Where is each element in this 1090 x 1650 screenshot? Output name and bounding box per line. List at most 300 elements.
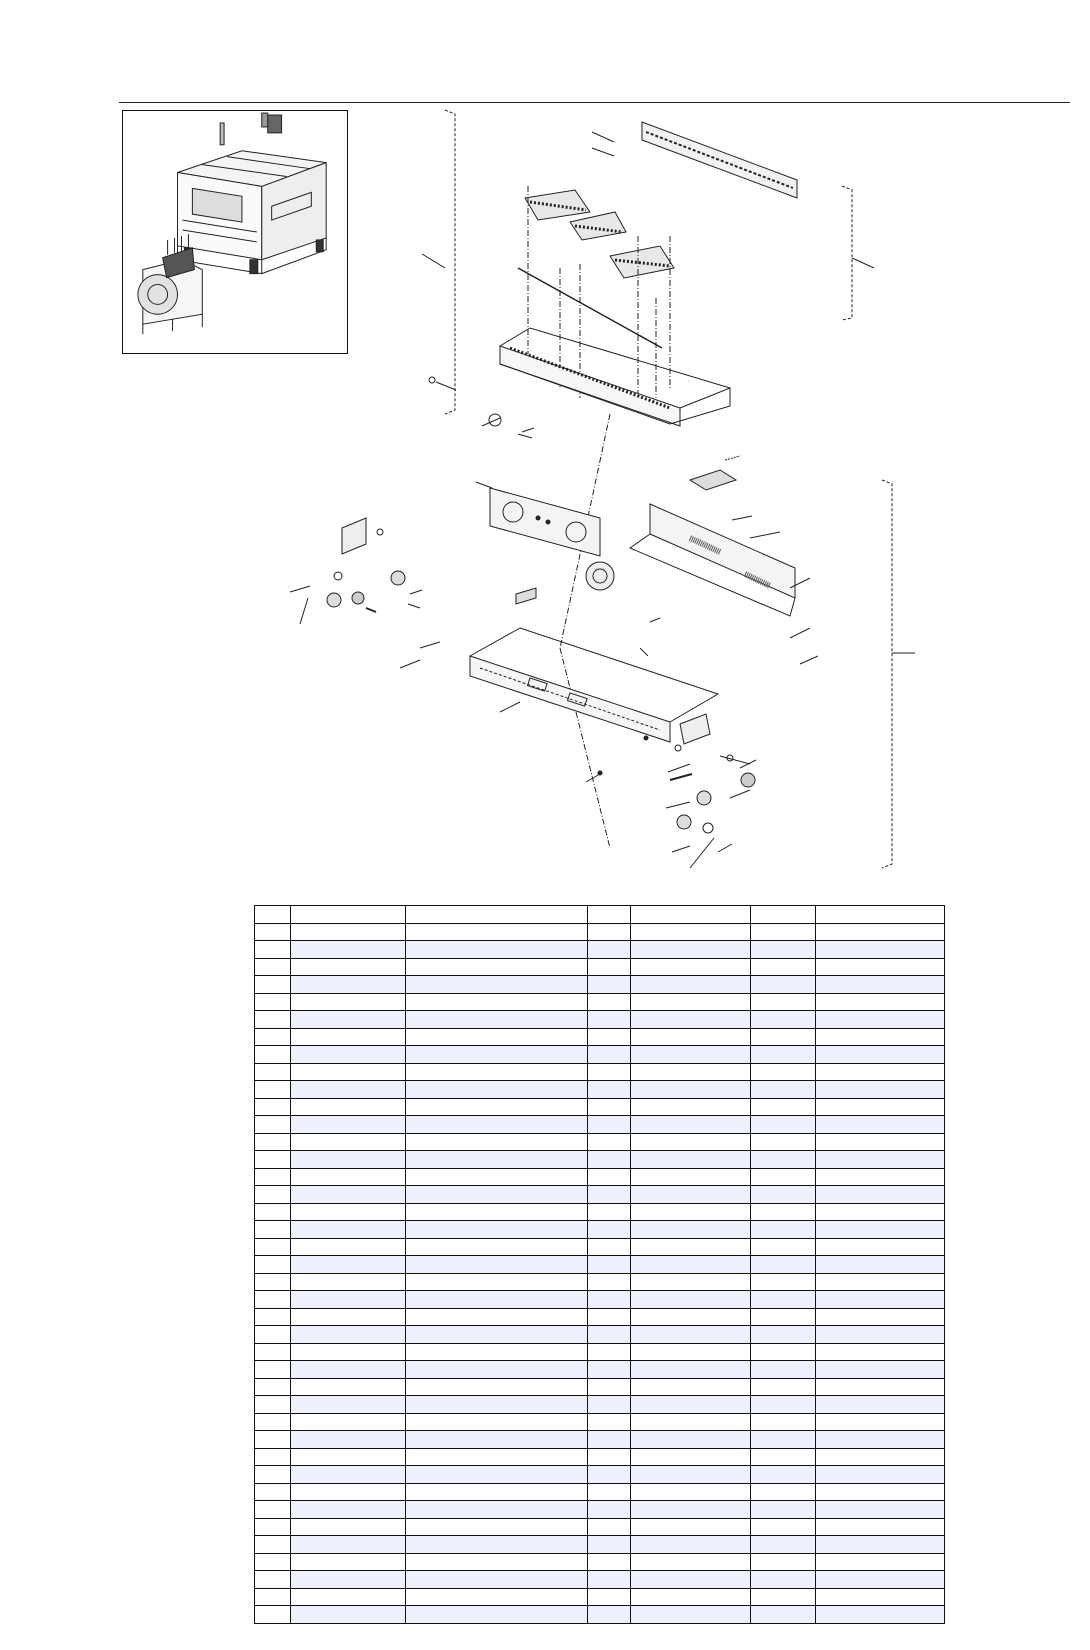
table-cell [588,941,631,959]
table-cell [291,1308,406,1326]
table-cell [588,1168,631,1186]
table-row [255,1116,945,1134]
table-cell [751,1221,816,1239]
table-cell [631,1238,751,1256]
table-cell [406,923,588,941]
table-cell [816,906,945,924]
table-cell [255,1028,291,1046]
table-cell [631,1256,751,1274]
table-cell [631,1431,751,1449]
table-row [255,1238,945,1256]
table-row [255,1518,945,1536]
table-cell [751,1448,816,1466]
table-cell [255,1186,291,1204]
table-cell [816,1081,945,1099]
table-cell [816,1343,945,1361]
table-cell [816,1063,945,1081]
table-cell [588,1326,631,1344]
table-cell [255,1501,291,1519]
table-cell [255,1203,291,1221]
table-cell [588,1081,631,1099]
table-cell [255,1571,291,1589]
table-cell [816,1273,945,1291]
table-cell [255,1361,291,1379]
table-row [255,993,945,1011]
table-cell [631,1133,751,1151]
table-cell [406,1466,588,1484]
table-cell [291,1518,406,1536]
table-cell [631,993,751,1011]
table-row [255,1571,945,1589]
table-cell [588,976,631,994]
table-cell [588,1256,631,1274]
table-cell [631,1203,751,1221]
table-cell [588,1501,631,1519]
table-cell [291,993,406,1011]
table-cell [291,1501,406,1519]
table-cell [631,1221,751,1239]
table-row [255,1256,945,1274]
table-cell [588,1396,631,1414]
table-cell [406,1291,588,1309]
table-cell [751,1063,816,1081]
table-cell [255,1536,291,1554]
table-cell [631,1501,751,1519]
table-cell [631,1483,751,1501]
table-row [255,1361,945,1379]
table-row [255,1448,945,1466]
table-cell [255,1396,291,1414]
table-cell [588,1448,631,1466]
table-cell [255,1256,291,1274]
table-cell [816,958,945,976]
table-cell [406,1063,588,1081]
table-cell [816,941,945,959]
table-cell [291,1361,406,1379]
table-cell [588,1028,631,1046]
table-cell [406,1553,588,1571]
table-cell [406,1011,588,1029]
table-cell [588,958,631,976]
table-cell [291,976,406,994]
table-cell [255,1221,291,1239]
table-cell [588,1203,631,1221]
table-cell [588,1536,631,1554]
table-cell [631,1361,751,1379]
table-cell [291,1168,406,1186]
table-row [255,1151,945,1169]
table-cell [816,1501,945,1519]
table-cell [751,1606,816,1624]
table-cell [588,1221,631,1239]
table-cell [631,1291,751,1309]
table-cell [751,1256,816,1274]
table-cell [631,1413,751,1431]
table-cell [255,1116,291,1134]
table-row [255,1466,945,1484]
table-cell [406,1378,588,1396]
table-cell [816,1448,945,1466]
table-cell [816,1518,945,1536]
table-cell [588,1151,631,1169]
table-cell [255,1343,291,1361]
table-cell [255,1466,291,1484]
table-row [255,1308,945,1326]
table-cell [816,1553,945,1571]
table-cell [588,1483,631,1501]
table-cell [588,1606,631,1624]
table-cell [816,976,945,994]
table-cell [816,1466,945,1484]
table-cell [255,1308,291,1326]
table-cell [291,1133,406,1151]
table-cell [751,1081,816,1099]
table-row [255,1011,945,1029]
table-cell [291,1203,406,1221]
table-row [255,1378,945,1396]
table-cell [255,1133,291,1151]
table-cell [816,1291,945,1309]
table-cell [588,906,631,924]
table-cell [588,1571,631,1589]
table-cell [816,1203,945,1221]
table-cell [291,941,406,959]
table-cell [291,923,406,941]
table-cell [588,1466,631,1484]
table-cell [588,1413,631,1431]
table-header-row [255,906,945,924]
table-row [255,1431,945,1449]
table-cell [588,1361,631,1379]
table-cell [631,1536,751,1554]
table-row [255,1203,945,1221]
table-cell [631,1588,751,1606]
table-row [255,1168,945,1186]
table-cell [816,1238,945,1256]
table-row [255,941,945,959]
table-cell [751,1116,816,1134]
table-cell [406,906,588,924]
table-cell [406,1186,588,1204]
table-cell [588,1063,631,1081]
table-cell [816,1256,945,1274]
table-cell [751,923,816,941]
table-cell [751,1046,816,1064]
table-cell [406,976,588,994]
table-cell [255,958,291,976]
table-cell [255,1063,291,1081]
table-cell [291,1116,406,1134]
exploded-parts-diagram [270,108,970,880]
table-cell [406,1098,588,1116]
table-cell [291,958,406,976]
table-cell [291,1448,406,1466]
table-cell [751,1501,816,1519]
table-cell [588,1133,631,1151]
table-cell [291,1378,406,1396]
table-cell [255,1553,291,1571]
table-cell [631,906,751,924]
table-cell [631,1571,751,1589]
table-cell [291,1011,406,1029]
table-cell [816,923,945,941]
table-row [255,1536,945,1554]
table-cell [406,1046,588,1064]
table-cell [751,1098,816,1116]
table-cell [588,1431,631,1449]
table-cell [255,1483,291,1501]
header-rule [119,102,1070,103]
table-cell [816,1588,945,1606]
table-row [255,1046,945,1064]
table-cell [816,1011,945,1029]
table-cell [291,1151,406,1169]
table-cell [291,1553,406,1571]
table-cell [631,1308,751,1326]
table-cell [255,906,291,924]
table-cell [588,1098,631,1116]
table-cell [751,1028,816,1046]
table-cell [406,941,588,959]
table-cell [588,1378,631,1396]
table-cell [816,1431,945,1449]
table-cell [631,1396,751,1414]
table-cell [588,1186,631,1204]
table-cell [751,1431,816,1449]
table-cell [751,1011,816,1029]
table-cell [631,1046,751,1064]
table-cell [816,1221,945,1239]
table-cell [816,1536,945,1554]
table-row [255,1186,945,1204]
table-cell [751,1361,816,1379]
table-row [255,1606,945,1624]
table-cell [751,1536,816,1554]
table-cell [631,976,751,994]
table-cell [406,1501,588,1519]
table-cell [406,1571,588,1589]
table-cell [588,1588,631,1606]
table-cell [588,1046,631,1064]
table-cell [631,1448,751,1466]
table-cell [631,1151,751,1169]
table-cell [631,1343,751,1361]
table-cell [816,993,945,1011]
table-cell [816,1396,945,1414]
table-cell [588,1553,631,1571]
table-cell [255,1168,291,1186]
table-cell [588,1238,631,1256]
table-cell [751,1291,816,1309]
table-cell [751,1466,816,1484]
table-cell [291,1238,406,1256]
table-cell [255,1378,291,1396]
table-cell [631,1098,751,1116]
table-cell [291,1063,406,1081]
table-cell [751,1238,816,1256]
table-cell [255,1413,291,1431]
table-cell [291,1536,406,1554]
table-cell [255,976,291,994]
table-cell [406,1081,588,1099]
table-cell [816,1361,945,1379]
table-cell [406,1238,588,1256]
table-cell [406,1133,588,1151]
table-cell [406,1326,588,1344]
table-cell [291,1571,406,1589]
table-cell [255,1326,291,1344]
table-cell [291,1396,406,1414]
table-cell [588,1011,631,1029]
table-cell [406,1396,588,1414]
table-cell [631,1116,751,1134]
table-cell [255,1238,291,1256]
table-cell [751,906,816,924]
table-cell [816,1378,945,1396]
table-cell [255,923,291,941]
table-cell [255,1518,291,1536]
table-cell [406,1448,588,1466]
table-cell [588,993,631,1011]
table-row [255,1588,945,1606]
table-cell [291,1273,406,1291]
table-cell [291,1431,406,1449]
table-cell [255,941,291,959]
table-cell [816,1098,945,1116]
table-row [255,1028,945,1046]
table-cell [406,1343,588,1361]
table-cell [291,1081,406,1099]
table-cell [588,1116,631,1134]
table-cell [816,1483,945,1501]
table-cell [751,1343,816,1361]
table-cell [751,1273,816,1291]
table-cell [255,1098,291,1116]
table-cell [406,1203,588,1221]
table-cell [255,1606,291,1624]
table-cell [406,1168,588,1186]
table-cell [631,923,751,941]
table-cell [751,1571,816,1589]
table-cell [291,1413,406,1431]
table-cell [588,1343,631,1361]
table-row [255,1483,945,1501]
table-cell [406,1518,588,1536]
table-cell [816,1133,945,1151]
table-cell [751,1308,816,1326]
table-cell [406,1606,588,1624]
table-cell [751,1378,816,1396]
table-cell [631,958,751,976]
table-cell [406,1256,588,1274]
exploded-view-illustration [270,108,970,880]
table-row [255,976,945,994]
table-cell [751,993,816,1011]
table-cell [631,1273,751,1291]
table-cell [291,1483,406,1501]
table-cell [291,1098,406,1116]
table-row [255,1098,945,1116]
table-cell [255,1431,291,1449]
table-row [255,1221,945,1239]
table-cell [291,1606,406,1624]
table-cell [255,993,291,1011]
table-cell [751,958,816,976]
table-cell [816,1151,945,1169]
table-cell [751,1326,816,1344]
table-cell [291,1588,406,1606]
table-cell [816,1571,945,1589]
table-cell [751,1518,816,1536]
table-cell [406,1413,588,1431]
table-cell [816,1308,945,1326]
table-cell [751,941,816,959]
table-cell [751,1553,816,1571]
table-cell [255,1588,291,1606]
table-cell [631,1063,751,1081]
table-cell [816,1116,945,1134]
table-cell [255,1273,291,1291]
table-cell [751,1483,816,1501]
table-cell [816,1046,945,1064]
table-cell [255,1011,291,1029]
table-row [255,1133,945,1151]
table-cell [631,1168,751,1186]
table-cell [406,1116,588,1134]
table-cell [816,1326,945,1344]
table-cell [406,958,588,976]
table-row [255,1501,945,1519]
table-row [255,1413,945,1431]
table-cell [291,1186,406,1204]
parts-table-body [255,906,945,1624]
table-cell [816,1413,945,1431]
table-cell [588,923,631,941]
table-cell [631,1518,751,1536]
table-cell [406,1361,588,1379]
table-cell [291,1256,406,1274]
table-cell [406,1308,588,1326]
table-cell [291,1046,406,1064]
table-row [255,1273,945,1291]
table-cell [406,1431,588,1449]
parts-list-table [254,905,945,1624]
table-cell [588,1308,631,1326]
table-row [255,1291,945,1309]
table-cell [291,1343,406,1361]
table-cell [631,1186,751,1204]
table-cell [255,1046,291,1064]
table-cell [631,1326,751,1344]
table-cell [816,1186,945,1204]
table-cell [406,993,588,1011]
table-row [255,1553,945,1571]
table-cell [255,1291,291,1309]
table-cell [406,1028,588,1046]
table-cell [588,1273,631,1291]
table-cell [816,1168,945,1186]
table-cell [751,1186,816,1204]
table-cell [631,1378,751,1396]
table-cell [816,1028,945,1046]
table-cell [816,1606,945,1624]
table-cell [631,1553,751,1571]
table-cell [631,1011,751,1029]
table-cell [255,1448,291,1466]
table-cell [631,1081,751,1099]
table-row [255,1326,945,1344]
table-row [255,1396,945,1414]
